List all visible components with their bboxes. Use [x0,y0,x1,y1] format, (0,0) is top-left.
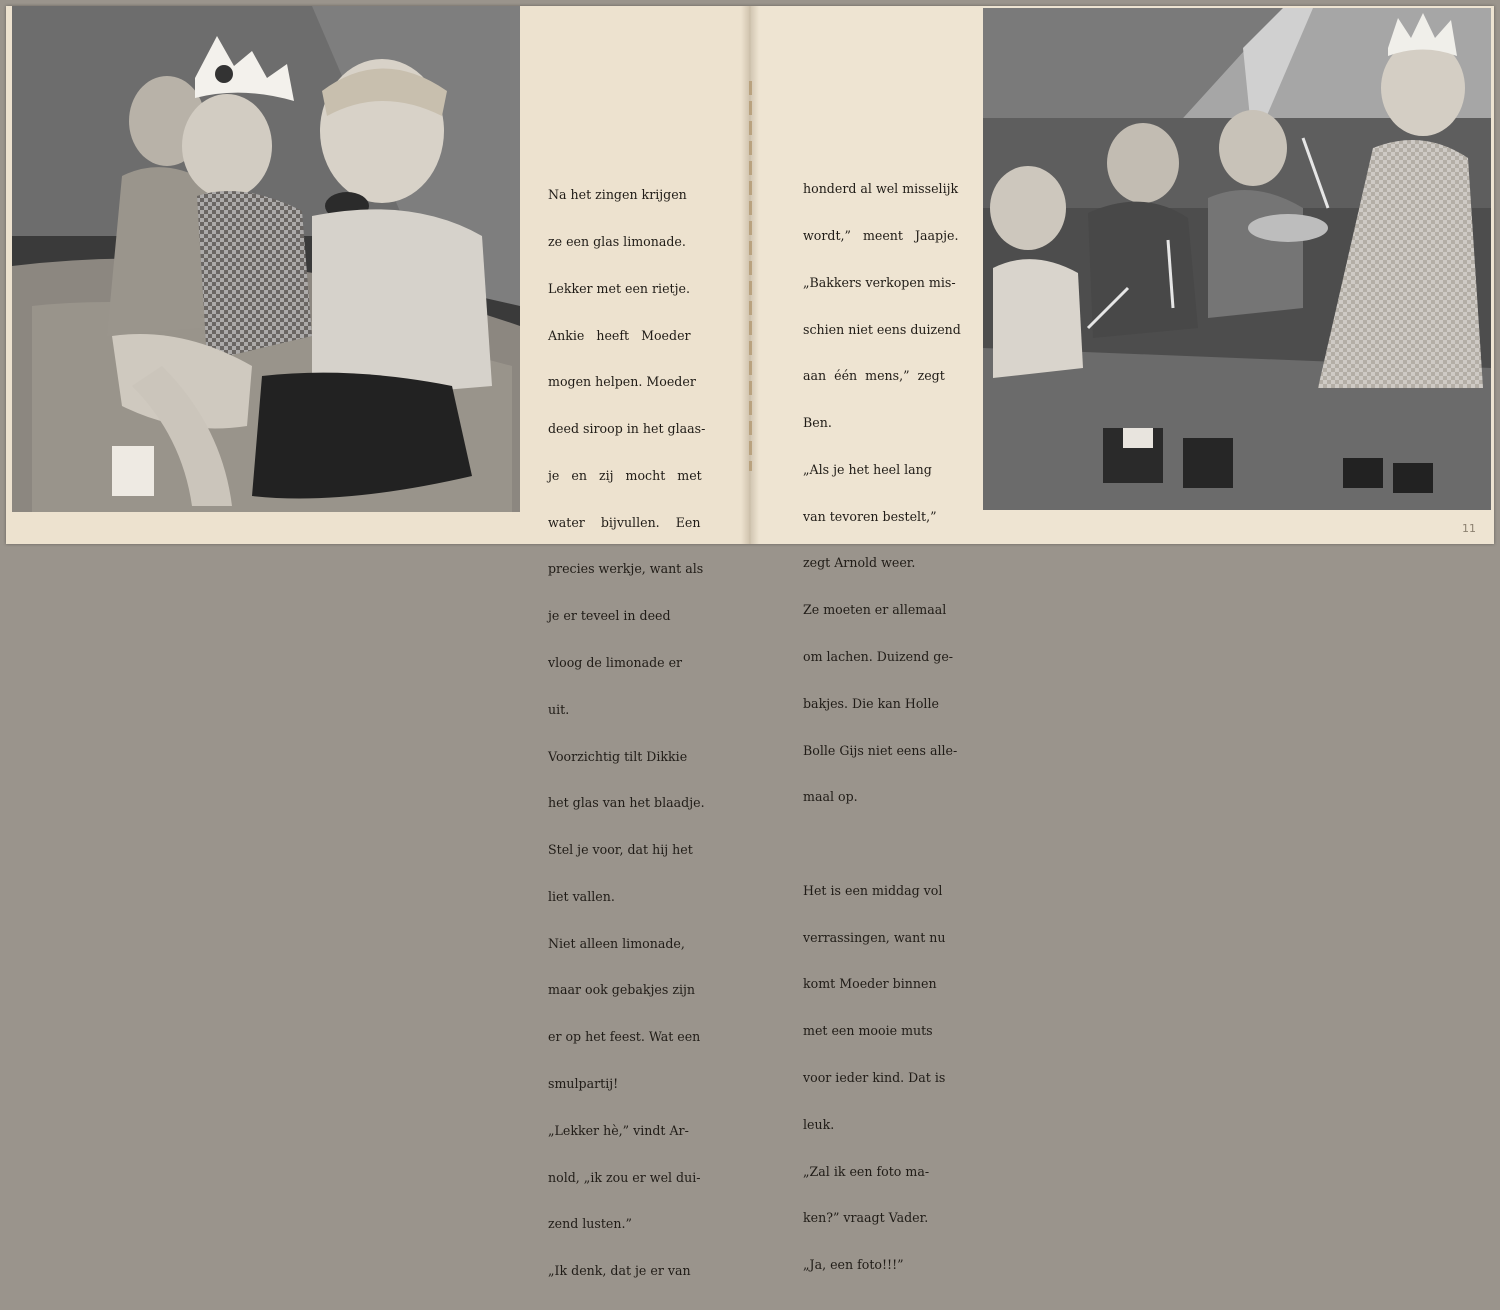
text-line: zegt Arnold weer. [803,555,916,571]
book-spread [6,6,1494,1279]
text-line: Ankie heeft Moeder [548,327,691,343]
text-line: „Ja, een foto!!!” [803,1257,904,1273]
text-line: met een mooie muts [803,1023,933,1039]
text-line: nold, „ik zou er wel dui- [548,1169,701,1185]
text-line: Bolle Gijs niet eens alle- [803,742,958,758]
text-line: het glas van het blaadje. [548,795,705,811]
text-line: van tevoren bestelt,” [803,508,937,524]
text-line: honderd al wel misselijk [803,181,959,197]
text-line: je er teveel in deed [548,608,671,624]
text-line: smulpartij! [548,1076,619,1092]
photo-children-lemonade [983,8,1491,510]
text-line: „Als je het heel lang [803,461,932,477]
text-line: uit. [548,701,570,717]
photo-children-lemonade-illustration [983,8,1491,510]
text-line: Niet alleen limonade, [548,935,685,951]
text-line [803,836,967,852]
text-line: om lachen. Duizend ge- [803,649,954,664]
text-line: wordt,” meent Jaapje. [803,227,959,243]
text-line: vloog de limonade er [548,655,683,670]
photo-children-eating-illustration [12,6,520,512]
left-text-column [548,156,708,1310]
text-line: je en zij mocht met [548,467,702,483]
text-line: liet vallen. [548,888,615,904]
text-line: schien niet eens duizend [803,321,961,337]
page-number: 11 [1462,522,1476,535]
binding-thread [749,81,752,471]
text-line: voor ieder kind. Dat is [803,1070,946,1086]
text-line: verrassingen, want nu [803,929,946,945]
photo-children-eating [12,6,520,512]
text-line: Voorzichtig tilt Dikkie [548,748,688,764]
text-line: „Ik denk, dat je er van [548,1263,691,1279]
text-line: water bijvullen. Een [548,514,701,530]
text-line: mogen helpen. Moeder [548,374,696,390]
text-line: ken?” vraagt Vader. [803,1210,929,1226]
text-line: maal op. [803,789,858,805]
text-line: precies werkje, want als [548,561,704,577]
text-line: „Lekker hè,” vindt Ar- [548,1122,689,1138]
text-line: Lekker met een rietje. [548,280,690,296]
text-line: Ben. [803,415,832,431]
text-line: deed siroop in het glaas- [548,421,706,437]
text-line: Stel je voor, dat hij het [548,842,693,858]
text-line: bakjes. Die kan Holle [803,695,939,711]
text-line: Het is een middag vol [803,882,943,898]
text-line: „Bakkers verkopen mis- [803,274,956,290]
text-line: Na het zingen krijgen [548,187,687,203]
text-line: komt Moeder binnen [803,976,937,992]
text-line: ze een glas limonade. [548,233,686,249]
text-line: maar ook gebakjes zijn [548,982,695,998]
text-line: aan één mens,” zegt [803,368,945,384]
text-line: er op het feest. Wat een [548,1029,701,1045]
text-line: zend lusten.” [548,1216,632,1232]
right-text-column [803,150,967,1304]
text-line: Ze moeten er allemaal [803,602,947,618]
text-line: leuk. [803,1116,835,1132]
text-line: „Zal ik een foto ma- [803,1163,930,1179]
